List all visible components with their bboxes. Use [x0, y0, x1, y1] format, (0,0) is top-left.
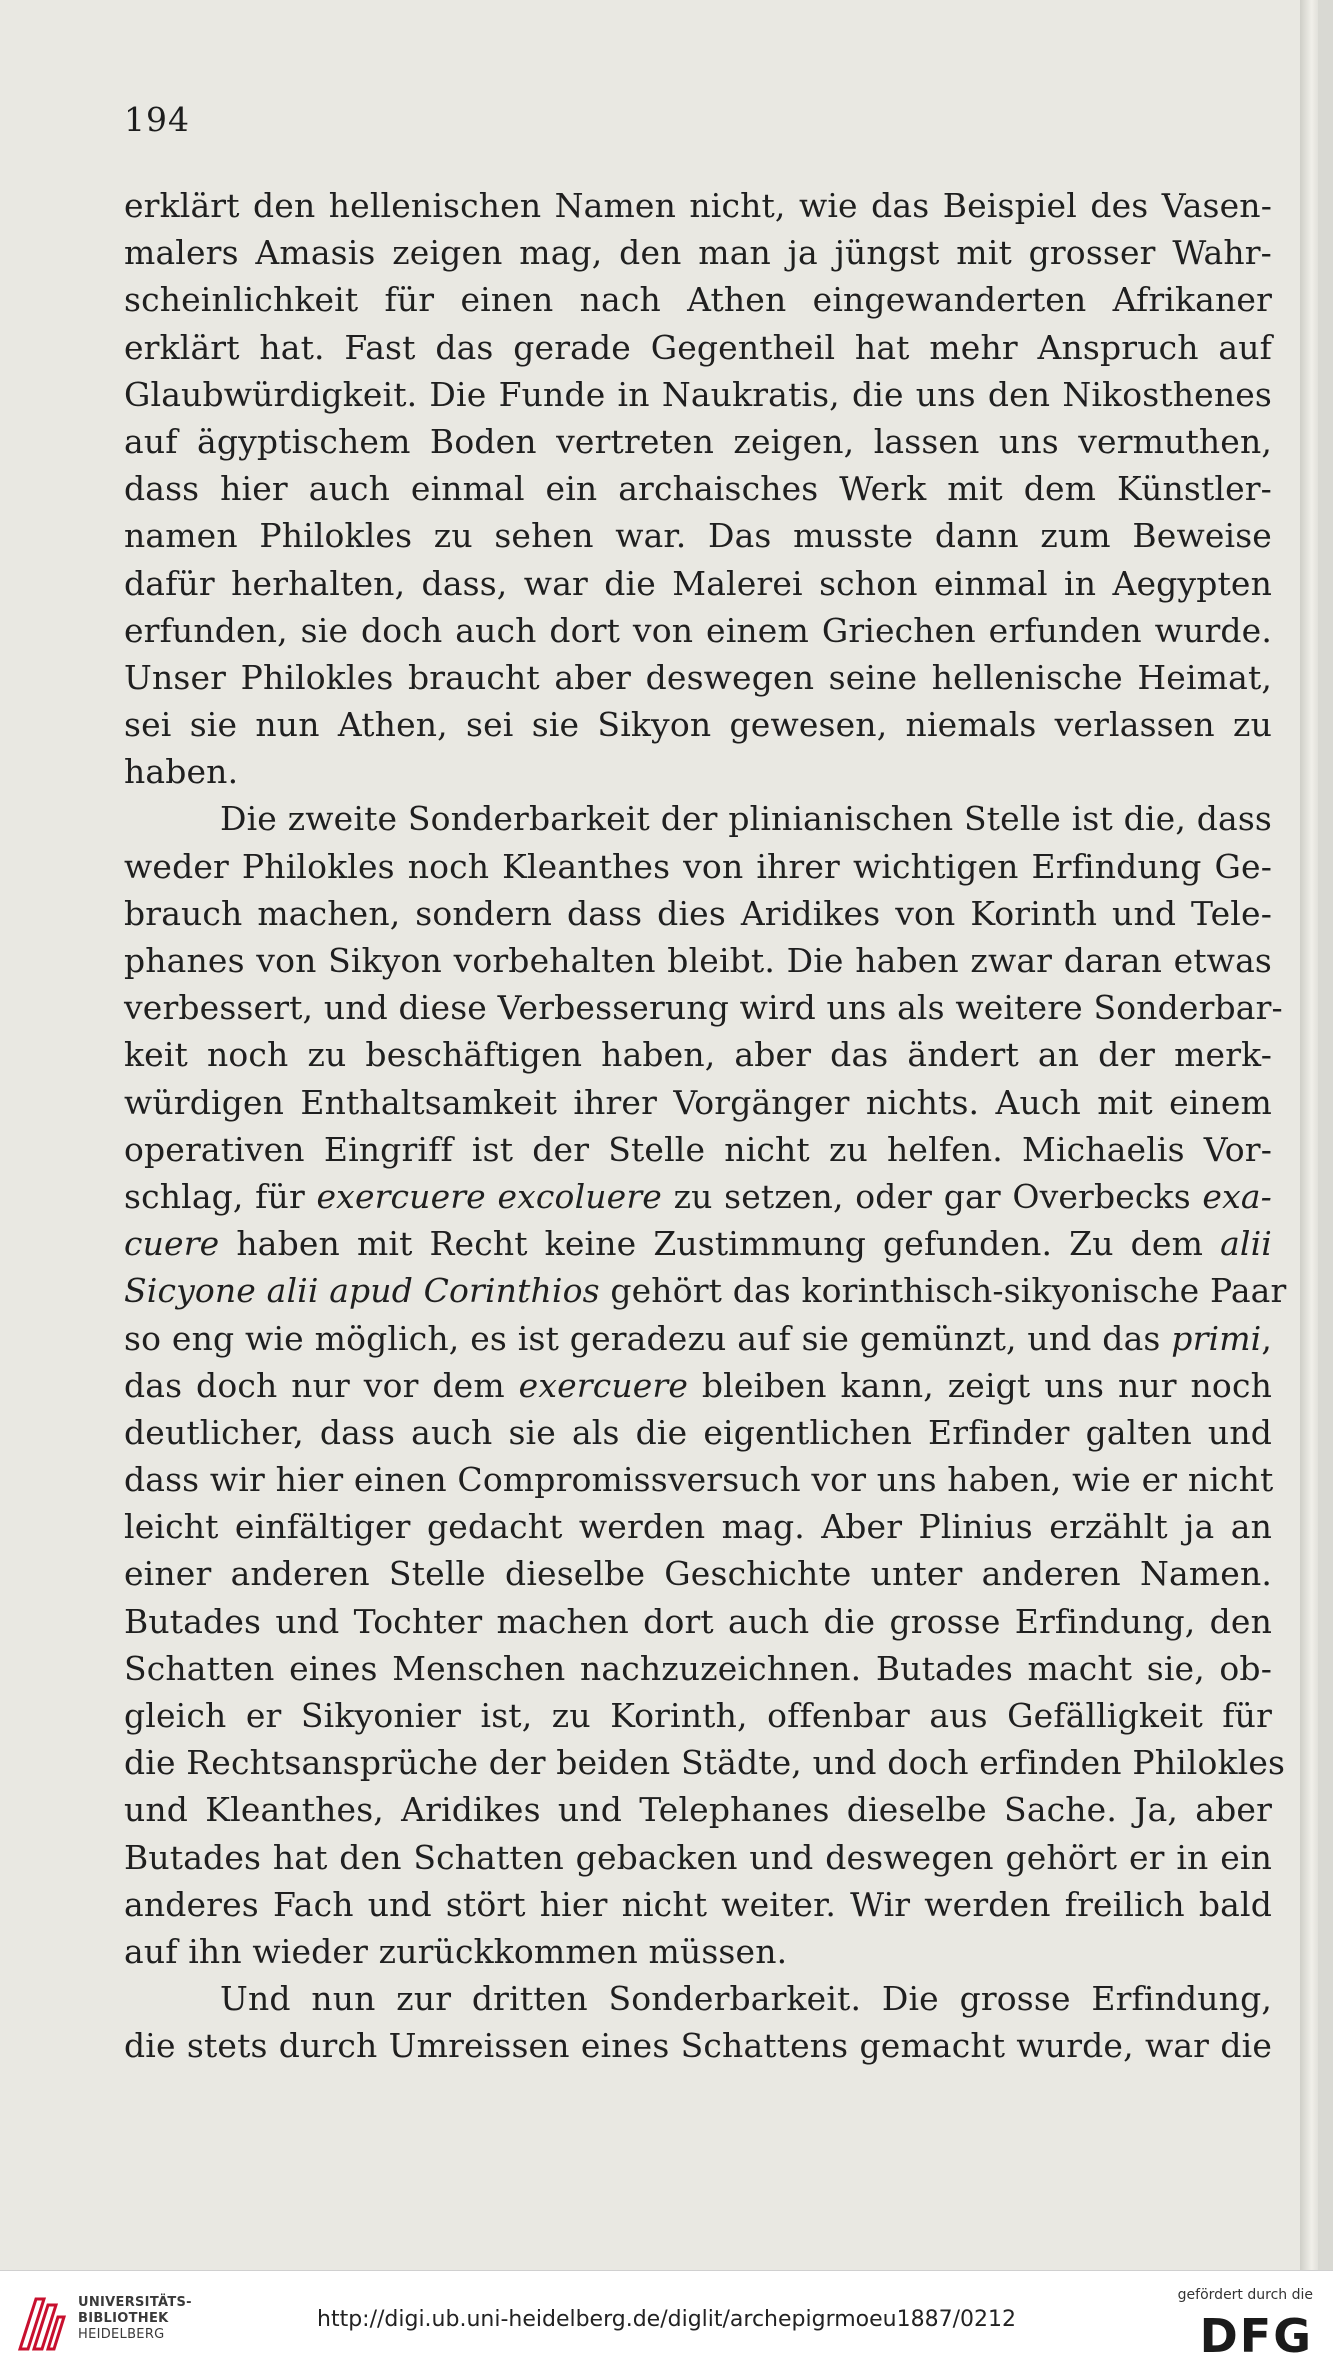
permalink-url[interactable]: http://digi.ub.uni-heidelberg.de/diglit/archepigrmoeu1887/0212: [317, 2307, 1016, 2332]
funding-caption: gefördert durch die: [1177, 2287, 1313, 2303]
text-line: und Kleanthes, Aridikes und Telephanes dieselbe Sache. Ja, aber: [124, 1790, 1272, 1830]
text-line: Butades und Tochter machen dort auch die grosse Erfindung, den: [124, 1601, 1272, 1641]
text-line: brauch machen, sondern dass dies Aridikes von Korinth und Tele-: [124, 893, 1272, 933]
text-line: so eng wie möglich, es ist geradezu auf sie gemünzt, und das primi,: [124, 1318, 1272, 1358]
text-line: die stets durch Umreissen eines Schattens gemacht wurde, war die: [124, 2026, 1272, 2066]
text-line: weder Philokles noch Kleanthes von ihrer wichtigen Erfindung Ge-: [124, 846, 1272, 886]
text-line: Sicyone alii apud Corinthios gehört das korinthisch-sikyonische Paar: [124, 1271, 1287, 1311]
text-line: malers Amasis zeigen mag, den man ja jüngst mit grosser Wahr-: [124, 233, 1272, 273]
text-line: schlag, für exercuere excoluere zu setzen, oder gar Overbecks exa-: [124, 1176, 1272, 1216]
text-line: cuere haben mit Recht keine Zustimmung gefunden. Zu dem alii: [124, 1224, 1272, 1264]
viewer-footer: [0, 2270, 1333, 2374]
page-edge: [1300, 0, 1318, 2270]
page-number: 194: [124, 100, 190, 139]
text-line: einer anderen Stelle dieselbe Geschichte unter anderen Namen.: [124, 1554, 1272, 1594]
library-line: UNIVERSITÄTS-: [78, 2295, 192, 2310]
text-line: das doch nur vor dem exercuere bleiben kann, zeigt uns nur noch: [124, 1365, 1272, 1405]
text-line: Glaubwürdigkeit. Die Funde in Naukratis, die uns den Nikosthenes: [124, 374, 1272, 414]
text-line: Butades hat den Schatten gebacken und deswegen gehört er in ein: [124, 1837, 1272, 1877]
text-line: deutlicher, dass auch sie als die eigentlichen Erfinder galten und: [124, 1412, 1272, 1452]
text-line: namen Philokles zu sehen war. Das musste dann zum Beweise: [124, 516, 1272, 556]
text-line: auf ihn wieder zurückkommen müssen.: [124, 1931, 788, 1971]
text-line: erfunden, sie doch auch dort von einem Griechen erfunden wurde.: [124, 610, 1272, 650]
text-line: keit noch zu beschäftigen haben, aber das ändert an der merk-: [124, 1035, 1272, 1075]
text-line: würdigen Enthaltsamkeit ihrer Vorgänger nichts. Auch mit einem: [124, 1082, 1272, 1122]
text-line: Schatten eines Menschen nachzuzeichnen. Butades macht sie, ob-: [124, 1648, 1272, 1688]
text-line: dass hier auch einmal ein archaisches Werk mit dem Künstler-: [124, 469, 1272, 509]
text-line: leicht einfältiger gedacht werden mag. Aber Plinius erzählt ja an: [124, 1507, 1272, 1547]
text-line: dass wir hier einen Compromissversuch vor uns haben, wie er nicht: [124, 1460, 1274, 1500]
text-line: phanes von Sikyon vorbehalten bleibt. Die haben zwar daran etwas: [124, 941, 1272, 980]
text-line: verbessert, und diese Verbesserung wird uns als weitere Sonderbar-: [124, 988, 1283, 1028]
text-line: dafür herhalten, dass, war die Malerei schon einmal in Aegypten: [124, 563, 1272, 603]
text-line: die Rechtsansprüche der beiden Städte, und doch erfinden Philokles: [124, 1743, 1286, 1783]
library-line: BIBLIOTHEK: [78, 2311, 169, 2326]
text-line: auf ägyptischem Boden vertreten zeigen, lassen uns vermuthen,: [124, 421, 1272, 461]
text-line: gleich er Sikyonier ist, zu Korinth, offenbar aus Gefälligkeit für: [124, 1696, 1272, 1735]
text-line: scheinlichkeit für einen nach Athen eingewanderten Afrikaner: [124, 280, 1272, 320]
text-line: Und nun zur dritten Sonderbarkeit. Die grosse Erfindung,: [220, 1979, 1272, 2019]
library-line: HEIDELBERG: [78, 2327, 165, 2342]
body-text: [124, 182, 1287, 2070]
text-line: erklärt den hellenischen Namen nicht, wie das Beispiel des Vasen-: [124, 186, 1272, 225]
dfg-logo: DFG: [1199, 2309, 1313, 2363]
text-line: operativen Eingriff ist der Stelle nicht zu helfen. Michaelis Vor-: [124, 1129, 1272, 1169]
text-line: Unser Philokles braucht aber deswegen seine hellenische Heimat,: [124, 657, 1272, 697]
text-line: haben.: [124, 752, 239, 792]
text-line: Die zweite Sonderbarkeit der plinianischen Stelle ist die, dass: [220, 799, 1272, 839]
text-line: sei sie nun Athen, sei sie Sikyon gewesen, niemals verlassen zu: [124, 705, 1272, 745]
text-line: erklärt hat. Fast das gerade Gegentheil hat mehr Anspruch auf: [124, 327, 1272, 367]
text-line: anderes Fach und stört hier nicht weiter. Wir werden freilich bald: [124, 1884, 1272, 1924]
